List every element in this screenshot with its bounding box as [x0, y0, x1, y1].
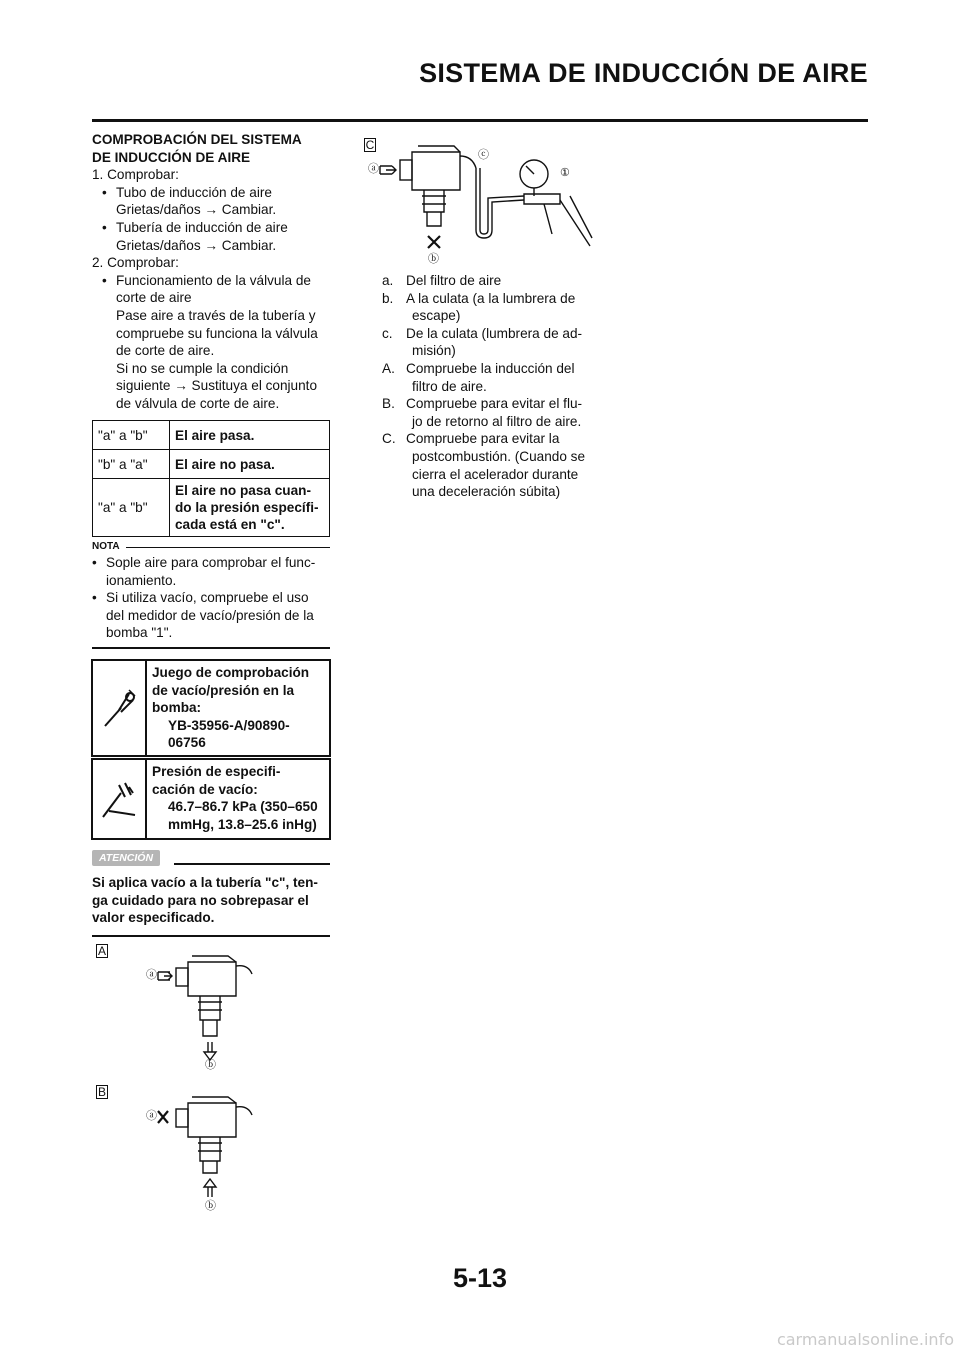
- nota-bottom-rule: [92, 647, 330, 649]
- spec-value: 46.7–86.7 kPa (350–650: [168, 799, 318, 815]
- step2-line: Si no se cumple la condición: [116, 360, 289, 376]
- label-a: ⓐ: [146, 1110, 157, 1122]
- nota-rule: [126, 547, 330, 548]
- spec-text: [147, 760, 323, 838]
- legend-text: Compruebe la inducción del filtro de aire.: [406, 360, 575, 394]
- caution-line: valor especificado.: [92, 910, 215, 926]
- legend-key: b.: [382, 290, 394, 306]
- tool-part-number: YB-35956-A/90890-: [168, 717, 290, 733]
- condition-table: [92, 420, 330, 537]
- legend-text: De la culata (lumbrera de ad- misión): [406, 325, 583, 359]
- table-cell-result-line: do la presión específi-: [175, 500, 319, 515]
- tool-line: Juego de comprobación: [152, 665, 310, 680]
- nota-block: [92, 541, 330, 649]
- table-cell-dir: "a" a "b": [93, 421, 170, 450]
- nota-item-line: del medidor de vacío/presión de la: [106, 607, 314, 623]
- vacuum-test-diagram: [364, 138, 604, 266]
- spec-box: [91, 758, 331, 840]
- step1-item1-result: Grietas/daños → Cambiar.: [116, 202, 277, 218]
- step2-item: [92, 272, 332, 290]
- nota-item-line: ionamiento.: [106, 572, 177, 588]
- label-b: ⓑ: [205, 1059, 216, 1071]
- table-cell-dir: "a" a "b": [93, 479, 170, 537]
- step2-item-title: Funcionamiento de la válvula de: [116, 272, 311, 288]
- nota-item-line: bomba "1".: [106, 625, 173, 641]
- figure-label: A: [97, 944, 106, 958]
- tool-part-number: 06756: [168, 735, 206, 751]
- page-number: 5-13: [452, 1263, 508, 1293]
- legend-key: C.: [382, 431, 396, 447]
- table-cell-result-line: cada está en "c".: [175, 517, 285, 532]
- figure-legend: [382, 272, 610, 501]
- step2-line: compruebe su funciona la válvula: [116, 325, 318, 341]
- step1-item1-title: Tubo de inducción de aire: [116, 184, 272, 200]
- wrench-icon: [99, 686, 139, 730]
- caution-line: Si aplica vacío a la tubería "c", ten-: [92, 875, 318, 890]
- valve-diagram: [96, 944, 276, 1074]
- legend-item: [382, 272, 610, 290]
- nota-header: [92, 541, 330, 552]
- table-row: [93, 450, 330, 479]
- nota-item-line: Sople aire para comprobar el func-: [106, 555, 316, 570]
- step2-line: de corte de aire.: [116, 343, 215, 359]
- figure-b: [96, 1085, 276, 1215]
- tool-text: [147, 661, 314, 755]
- bullet-icon: •: [102, 272, 107, 288]
- figure-label: C: [365, 138, 375, 152]
- step2-line: de válvula de corte de aire.: [116, 395, 280, 411]
- caution-block: [92, 850, 330, 937]
- spec-line: Presión de especifi-: [152, 764, 281, 779]
- label-a: ⓐ: [146, 969, 157, 981]
- legend-text: Compruebe para evitar el flu- jo de retorno al filtro de aire.: [406, 396, 583, 429]
- legend-key: A.: [382, 360, 395, 376]
- bullet-icon: •: [92, 555, 97, 570]
- figure-a: [96, 944, 276, 1074]
- step2-line: Pase aire a través de la tubería y: [116, 307, 316, 323]
- legend-item: [382, 430, 610, 500]
- table-row: [93, 421, 330, 450]
- spec-icon: [93, 760, 147, 838]
- step1-item2-title: Tubería de inducción de aire: [116, 219, 288, 235]
- legend-key: c.: [382, 325, 393, 341]
- legend-item: [382, 360, 610, 395]
- header-rule: [92, 119, 868, 122]
- figure-c: [364, 138, 604, 266]
- table-cell-result: El aire pasa.: [170, 421, 330, 450]
- left-column: [92, 131, 332, 413]
- step1-label: 1. Comprobar:: [92, 167, 179, 183]
- legend-text: Del filtro de aire: [406, 273, 502, 288]
- step1-item2-result: Grietas/daños → Cambiar.: [116, 237, 277, 253]
- nota-item: [92, 554, 330, 572]
- page-title: SISTEMA DE INDUCCIÓN DE AIRE: [419, 58, 868, 88]
- legend-key: B.: [382, 396, 395, 412]
- table-cell-result-line: El aire no pasa cuan-: [175, 483, 311, 498]
- tool-box: [91, 659, 331, 757]
- legend-item: [382, 290, 610, 325]
- bullet-icon: •: [102, 184, 107, 200]
- bullet-icon: •: [102, 219, 107, 235]
- step2-line: siguiente → Sustituya el conjunto: [116, 378, 318, 394]
- caution-rule: [174, 863, 330, 865]
- legend-text: A la culata (a la lumbrera de escape): [406, 290, 576, 324]
- caution-badge: ATENCIÓN: [92, 850, 160, 866]
- table-cell-result: [170, 479, 330, 537]
- label-1: ①: [560, 167, 570, 179]
- label-c: ⓒ: [478, 149, 489, 161]
- legend-item: [382, 395, 610, 430]
- spec-line: cación de vacío:: [152, 781, 258, 797]
- section-heading-line2: DE INDUCCIÓN DE AIRE: [92, 149, 251, 165]
- table-cell-result: El aire no pasa.: [170, 450, 330, 479]
- figure-label: B: [97, 1085, 106, 1099]
- section-heading-line1: COMPROBACIÓN DEL SISTEMA: [92, 132, 302, 147]
- tool-line: bomba:: [152, 700, 202, 716]
- legend-key: a.: [382, 273, 394, 288]
- nota-label: NOTA: [92, 541, 120, 552]
- step2-label: 2. Comprobar:: [92, 255, 179, 271]
- nota-item-line: Si utiliza vacío, compruebe el uso: [106, 590, 309, 606]
- table-cell-dir: "b" a "a": [93, 450, 170, 479]
- spec-value: mmHg, 13.8–25.6 inHg): [168, 816, 317, 832]
- label-a: ⓐ: [368, 163, 379, 175]
- bullet-icon: •: [92, 590, 97, 606]
- valve-diagram: [96, 1085, 276, 1215]
- table-row: [93, 479, 330, 537]
- tool-icon: [93, 661, 147, 755]
- legend-item: [382, 325, 610, 360]
- watermark[interactable]: carmanualsonline.info: [776, 1330, 954, 1349]
- caution-line: ga cuidado para no sobrepasar el: [92, 892, 309, 908]
- step1-item1: [92, 184, 332, 202]
- label-b: ⓑ: [205, 1200, 216, 1212]
- legend-text: Compruebe para evitar la postcombustión. (Cuando se cierra el acelerador durante una deceleración súbita): [406, 431, 586, 500]
- caliper-icon: [99, 777, 139, 821]
- step1-item2: [92, 219, 332, 237]
- tool-line: de vacío/presión en la: [152, 682, 295, 698]
- nota-item: [92, 589, 330, 607]
- caution-bottom-rule: [92, 935, 330, 937]
- step2-item-title2: corte de aire: [116, 290, 192, 306]
- label-b: ⓑ: [428, 253, 439, 265]
